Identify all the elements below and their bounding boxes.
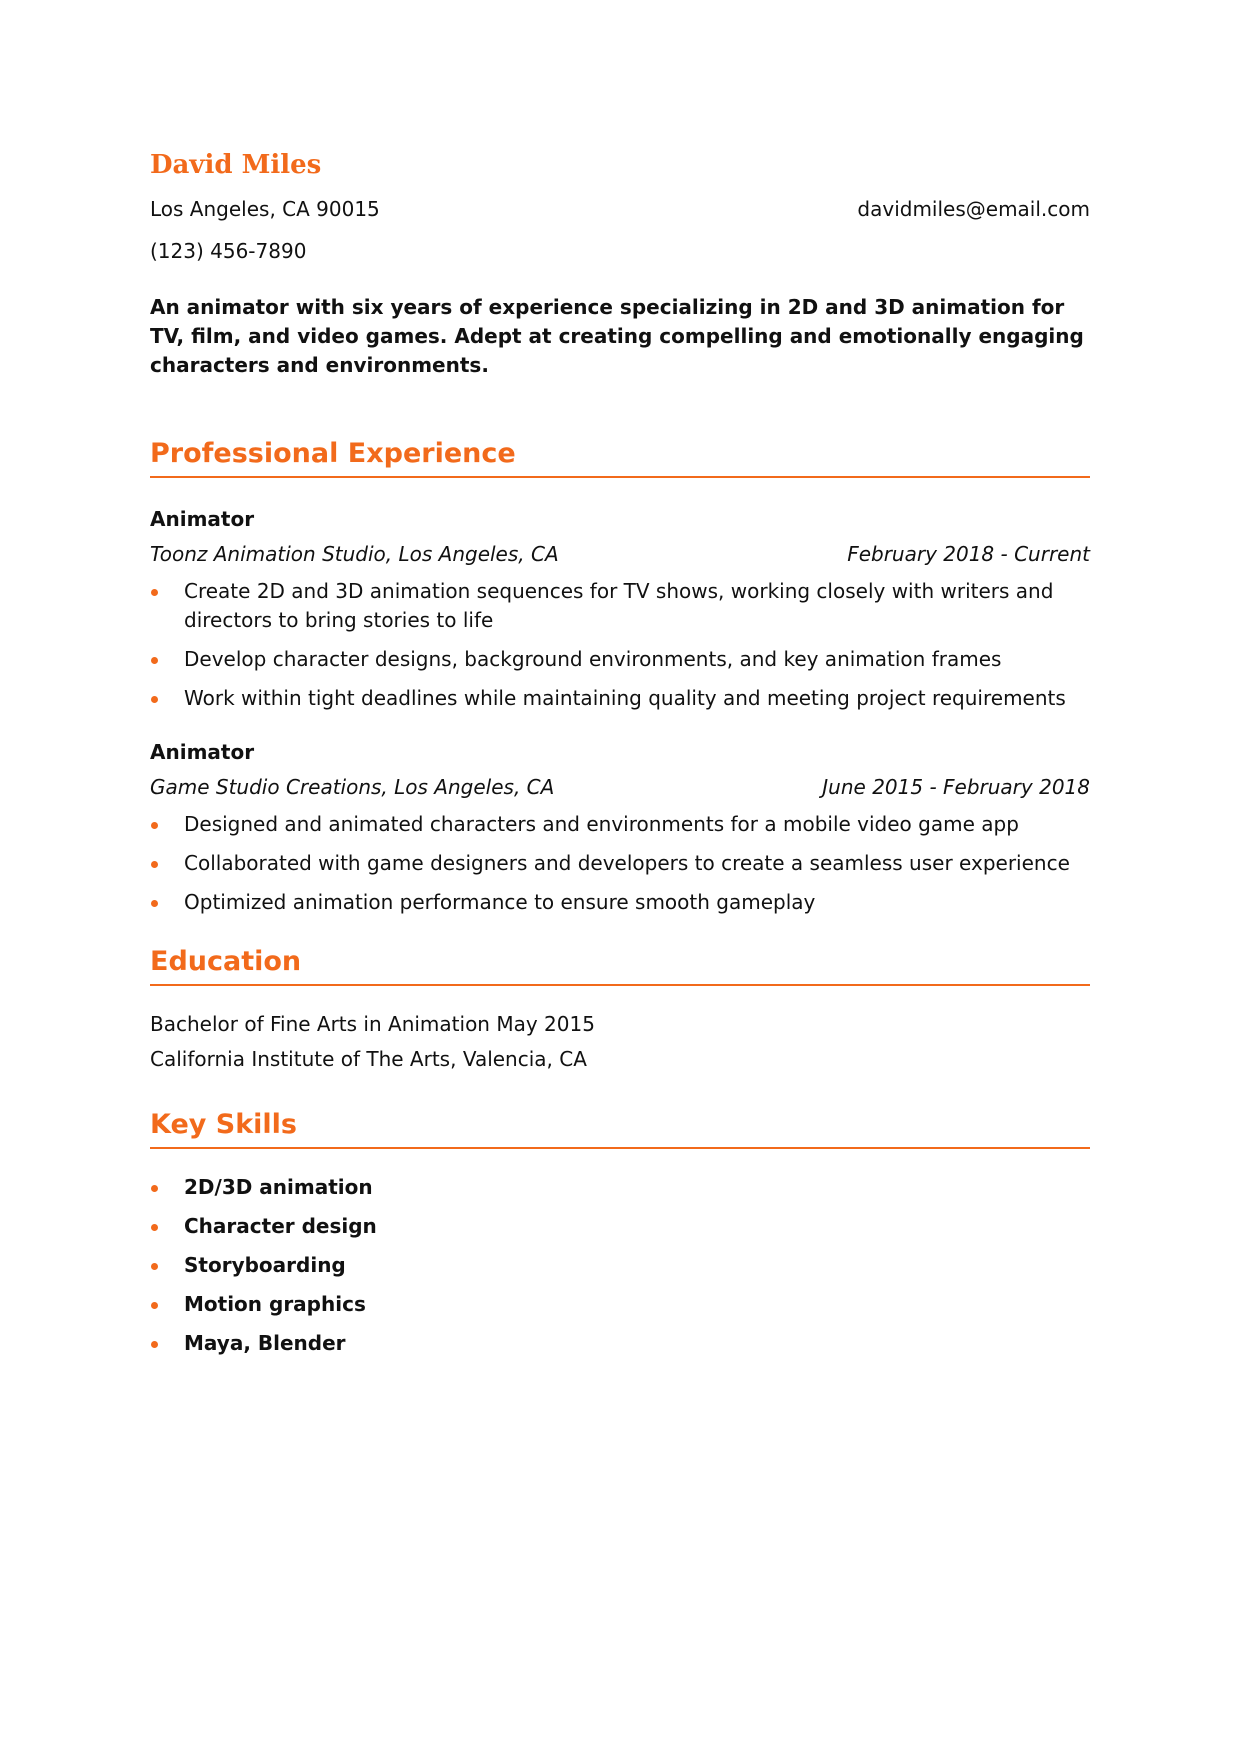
section-title-education: Education (150, 945, 1090, 986)
summary: An animator with six years of experience specializing in 2D and 3D animation for TV, film, and video games. Adept at creating compelling and emotionally engaging characters and environments. (150, 295, 1084, 377)
skill-item (150, 1173, 1090, 1202)
bullet-text: Work within tight deadlines while maintaining quality and meeting project requirements (184, 686, 1066, 710)
list-item (150, 645, 1090, 674)
list-item (150, 888, 1090, 917)
bullet-dot-icon (151, 1224, 158, 1231)
list-item (150, 849, 1090, 878)
bullet-text: Develop character designs, background environments, and key animation frames (184, 647, 1002, 671)
skill-text: Character design (184, 1214, 377, 1238)
candidate-name: David Miles (150, 150, 322, 180)
education-section (150, 945, 1090, 1074)
skill-text: Maya, Blender (184, 1331, 346, 1355)
skills-list (150, 1173, 1090, 1358)
bullet-text: Designed and animated characters and environments for a mobile video game app (184, 812, 1019, 836)
section-title-experience: Professional Experience (150, 437, 1090, 478)
bullet-dot-icon (151, 657, 158, 664)
job-entry (150, 739, 1090, 917)
phone: (123) 456-7890 (150, 239, 307, 263)
list-item (150, 684, 1090, 713)
bullet-dot-icon (151, 900, 158, 907)
job-company: Game Studio Creations, Los Angeles, CA (150, 775, 555, 799)
list-item (150, 810, 1090, 839)
list-item (150, 577, 1090, 635)
job-meta (150, 774, 1090, 800)
address: Los Angeles, CA 90015 (150, 197, 380, 221)
skill-item (150, 1329, 1090, 1358)
job-dates: February 2018 - Current (847, 542, 1090, 566)
email: davidmiles@email.com (857, 197, 1090, 221)
job-dates: June 2015 - February 2018 (822, 775, 1090, 799)
bullet-dot-icon (151, 1185, 158, 1192)
contact-row (150, 196, 1090, 222)
job-title: Animator (150, 740, 255, 764)
resume-page (150, 148, 1090, 1368)
skill-text: Motion graphics (184, 1292, 366, 1316)
job-bullets (150, 810, 1090, 917)
job-title: Animator (150, 507, 255, 531)
bullet-text: Create 2D and 3D animation sequences for TV shows, working closely with writers and directors to bring stories to life (184, 579, 1054, 632)
bullet-dot-icon (151, 822, 158, 829)
job-bullets (150, 577, 1090, 713)
bullet-dot-icon (151, 1302, 158, 1309)
skill-text: Storyboarding (184, 1253, 346, 1277)
skill-item (150, 1212, 1090, 1241)
bullet-dot-icon (151, 1341, 158, 1348)
experience-section (150, 437, 1090, 917)
skill-item (150, 1290, 1090, 1319)
education-degree: Bachelor of Fine Arts in Animation May 2015 (150, 1012, 595, 1036)
job-meta (150, 541, 1090, 567)
job-entry (150, 506, 1090, 713)
skills-section (150, 1108, 1090, 1358)
education-school: California Institute of The Arts, Valencia, CA (150, 1047, 587, 1071)
bullet-text: Collaborated with game designers and developers to create a seamless user experience (184, 851, 1070, 875)
bullet-dot-icon (151, 589, 158, 596)
section-title-skills: Key Skills (150, 1108, 1090, 1149)
bullet-text: Optimized animation performance to ensure smooth gameplay (184, 890, 816, 914)
skill-item (150, 1251, 1090, 1280)
bullet-dot-icon (151, 861, 158, 868)
job-company: Toonz Animation Studio, Los Angeles, CA (150, 542, 559, 566)
skill-text: 2D/3D animation (184, 1175, 373, 1199)
bullet-dot-icon (151, 1263, 158, 1270)
bullet-dot-icon (151, 696, 158, 703)
